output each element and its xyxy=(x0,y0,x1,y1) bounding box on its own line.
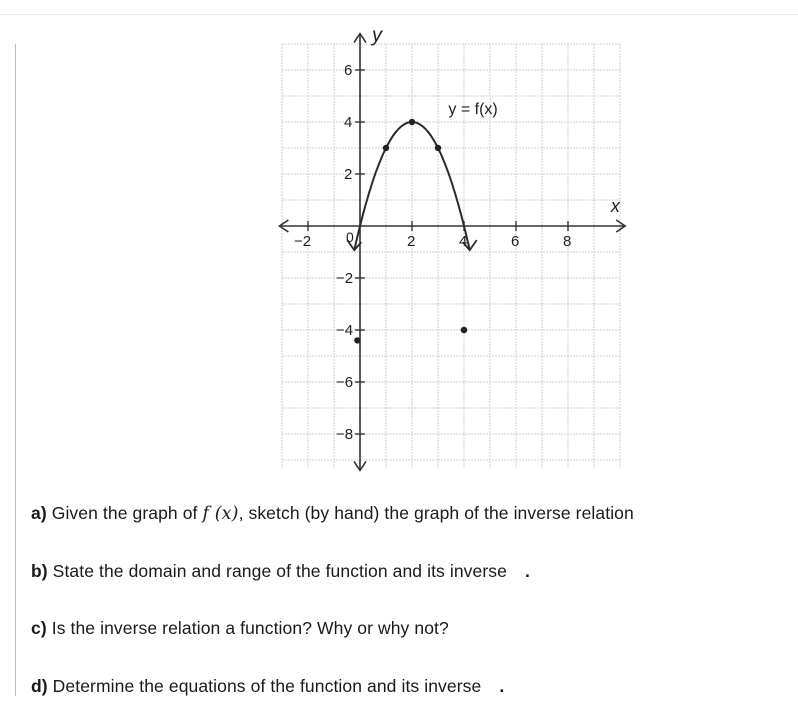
question-c xyxy=(31,618,449,639)
question-a-text-before: Given the graph of xyxy=(46,503,203,523)
question-a-math: f (x) xyxy=(202,504,239,524)
question-d-label: d) xyxy=(31,676,48,696)
curve-point xyxy=(409,119,415,125)
question-b-text: State the domain and range of the function and its inverse xyxy=(47,561,507,581)
question-a-label: a) xyxy=(31,503,47,523)
y-tick-label: 2 xyxy=(344,166,353,183)
curve-point xyxy=(461,327,467,333)
y-tick-label: 6 xyxy=(344,62,353,79)
curve-point xyxy=(383,145,389,151)
y-tick-label: −2 xyxy=(336,270,354,287)
curve-points xyxy=(354,119,467,344)
x-axis-label: x xyxy=(610,196,620,216)
curve-point xyxy=(435,145,441,151)
question-d-tail: . xyxy=(499,676,505,696)
x-tick-label: −2 xyxy=(294,233,312,250)
question-b-label: b) xyxy=(31,561,48,581)
y-tick-label: 4 xyxy=(344,114,353,131)
left-margin-rule xyxy=(15,44,16,696)
question-a xyxy=(31,503,634,524)
curve-point xyxy=(354,337,360,343)
question-b-tail: . xyxy=(524,561,530,581)
y-axis-label: y xyxy=(372,30,382,47)
x-tick-label: 4 xyxy=(459,233,468,250)
origin-label: 0 xyxy=(346,229,354,245)
y-tick-label: −8 xyxy=(336,426,354,443)
function-graph xyxy=(270,30,630,480)
y-tick-label: −6 xyxy=(336,374,354,391)
graph-labels xyxy=(294,30,621,443)
question-c-label: c) xyxy=(31,618,47,638)
x-tick-label: 6 xyxy=(511,233,520,250)
question-c-text: Is the inverse relation a function? Why or why not? xyxy=(46,618,449,638)
question-a-text-after: , sketch (by hand) the graph of the inverse relation xyxy=(238,503,634,523)
question-d-text: Determine the equations of the function and its inverse xyxy=(47,676,482,696)
question-b xyxy=(31,561,530,582)
top-divider xyxy=(0,14,798,15)
question-d xyxy=(31,676,504,697)
y-tick-label: −4 xyxy=(336,322,354,339)
curve-label: y = f(x) xyxy=(448,101,498,119)
x-tick-label: 8 xyxy=(563,233,572,250)
x-tick-label: 2 xyxy=(407,233,416,250)
